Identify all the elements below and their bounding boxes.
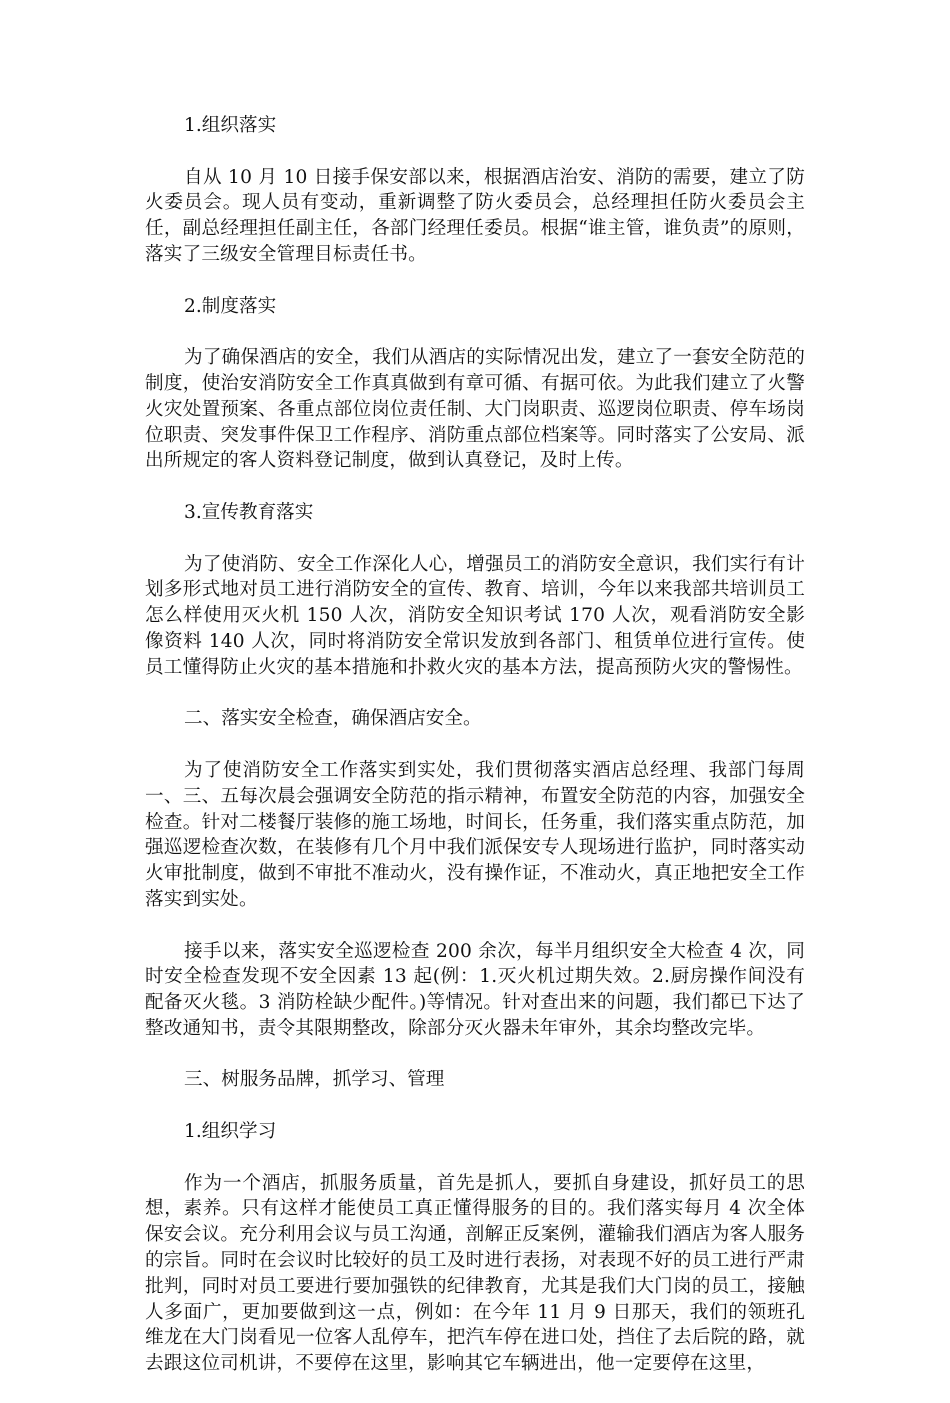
paragraph: 自从 10 月 10 日接手保安部以来，根据酒店治安、消防的需要，建立了防火委员会。现人员有变动，重新调整了防火委员会，总经理担任防火委员会主任，副总经理担任副主任，各部门经理任委员。根据“谁主管，谁负责”的原则，落实了三级安全管理目标责任书。 — [145, 166, 805, 265]
section-heading: 二、落实安全检查，确保酒店安全。 — [184, 708, 482, 730]
paragraph: 为了确保酒店的安全，我们从酒店的实际情况出发，建立了一套安全防范的制度，使治安消防安全工作真真做到有章可循、有据可依。为此我们建立了火警火灾处置预案、各重点部位岗位责任制、大门岗职责、巡逻岗位职责、停车场岗位职责、突发事件保卫工作程序、消防重点部位档案等。同时落实了公安局、派出所规定的客人资料登记制度，做到认真登记，及时上传。 — [145, 347, 805, 472]
section-heading: 1.组织学习 — [184, 1121, 277, 1143]
section-heading: 3.宣传教育落实 — [184, 501, 314, 523]
paragraph: 为了使消防、安全工作深化人心，增强员工的消防安全意识，我们实行有计划多形式地对员工进行消防安全的宣传、教育、培训，今年以来我部共培训员工怎么样使用灭火机 150 人次，消防安全知识考试 170 人次，观看消防安全影像资料 140 人次，同时将消防安全常识发放到各部门、租赁单位进行宣传。使员工懂得防止火灾的基本措施和扑救火灾的基本方法，提高预防火灾的警惕性。 — [145, 553, 805, 678]
section-heading: 1.组织落实 — [184, 115, 277, 136]
paragraph: 作为一个酒店，抓服务质量，首先是抓人，要抓自身建设，抓好员工的思想，素养。只有这样才能使员工真正懂得服务的目的。我们落实每月 4 次全体保安会议。充分利用会议与员工沟通，剖解正反案例，灌输我们酒店为客人服务的宗旨。同时在会议时比较好的员工及时进行表扬，对表现不好的员工进行严肃批判，同时对员工要进行要加强铁的纪律教育，尤其是我们大门岗的员工，接触人多面广，更加要做到这一点，例如：在今年 11 月 9 日那天，我们的领班孔维龙在大门岗看见一位客人乱停车，把汽车停在进口处，挡住了去后院的路，就去跟这位司机讲，不要停在这里，影响其它车辆进出，他一定要停在这里， — [145, 1172, 805, 1375]
section-heading: 2.制度落实 — [184, 295, 277, 317]
paragraph: 为了使消防安全工作落实到实处，我们贯彻落实酒店总经理、我部门每周一、三、五每次晨会强调安全防范的指示精神，布置安全防范的内容，加强安全检查。针对二楼餐厅装修的施工场地，时间长，任务重，我们落实重点防范，加强巡逻检查次数，在装修有几个月中我们派保安专人现场进行监护，同时落实动火审批制度，做到不审批不准动火，没有操作证，不准动火，真正地把安全工作落实到实处。 — [145, 759, 805, 910]
document-page — [145, 113, 805, 1403]
paragraph: 接手以来，落实安全巡逻检查 200 余次，每半月组织安全大检查 4 次，同时安全检查发现不安全因素 13 起(例：1.灭火机过期失效。2.厨房操作间没有配备灭火毯。3 消防栓缺少配件。)等情况。针对查出来的问题，我们都已下达了整改通知书，责令其限期整改，除部分灭火器未年审外，其余均整改完毕。 — [145, 940, 805, 1039]
section-heading: 三、树服务品牌，抓学习、管理 — [184, 1069, 445, 1091]
